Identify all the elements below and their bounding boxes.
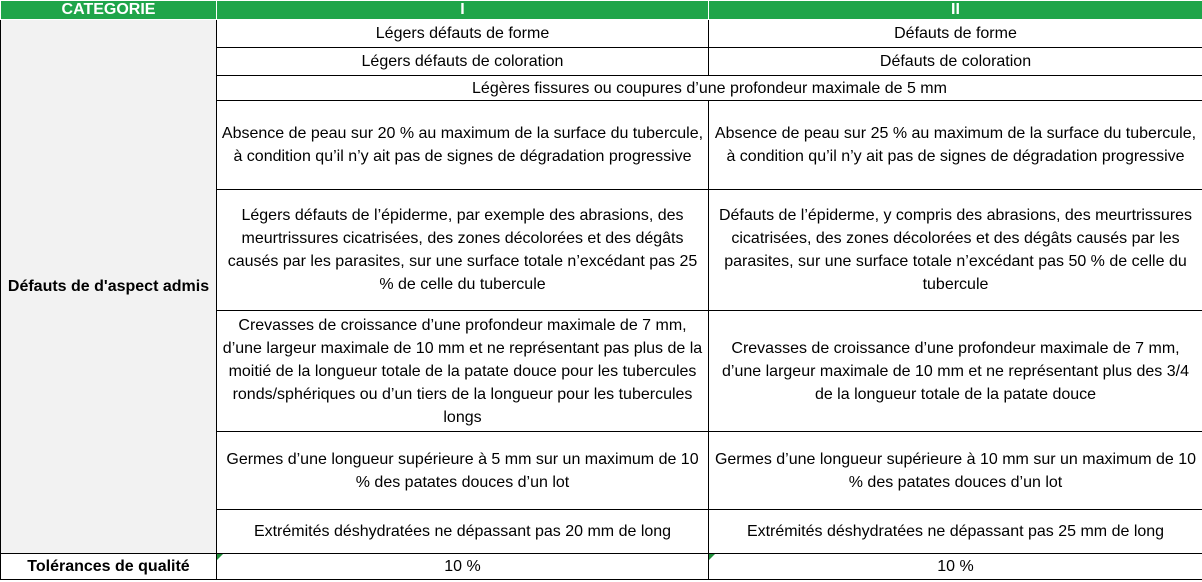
cell-marker-icon <box>709 554 715 560</box>
header-row <box>1 1 1202 20</box>
cell-coloration-i: Légers défauts de coloration <box>217 48 709 76</box>
cell-extremites-ii: Extrémités déshydratées ne dépassant pas 25 mm de long <box>709 510 1202 554</box>
tolerance-i-value: 10 % <box>444 558 481 575</box>
tolerances-row <box>1 554 1202 580</box>
cell-peau-i: Absence de peau sur 20 % au maximum de la surface du tubercule, à condition qu’il n’y ait pas de signes de dégradation progressive <box>217 101 709 190</box>
category-i-header: I <box>217 1 709 20</box>
defects-section-label: Défauts de d'aspect admis <box>1 20 217 554</box>
cell-fissures: Légères fissures ou coupures d’une profondeur maximale de 5 mm <box>217 76 1202 101</box>
cell-tolerance-i <box>217 554 709 580</box>
cell-forme-ii: Défauts de forme <box>709 20 1202 48</box>
cell-extremites-i: Extrémités déshydratées ne dépassant pas 20 mm de long <box>217 510 709 554</box>
cell-germes-i: Germes d’une longueur supérieure à 5 mm sur un maximum de 10 % des patates douces d’un lot <box>217 432 709 510</box>
cell-crevasses-i: Crevasses de croissance d’une profondeur maximale de 7 mm, d’une largeur maximale de 10 mm et ne représentant pas plus de la moitié de la longueur totale de la patate douce pour les tubercules ronds/sphériques ou d’un tiers de la longueur pour les tubercules longs <box>217 311 709 432</box>
cell-tolerance-ii <box>709 554 1202 580</box>
cell-coloration-ii: Défauts de coloration <box>709 48 1202 76</box>
cell-epiderme-ii: Défauts de l’épiderme, y compris des abrasions, des meurtrissures cicatrisées, des zones décolorées et des dégâts causés par les parasites, sur une surface totale n’excédant pas 50 % de celle du tubercule <box>709 190 1202 311</box>
table-row <box>1 20 1202 48</box>
cell-crevasses-ii: Crevasses de croissance d’une profondeur maximale de 7 mm, d’une largeur maximale de 10 mm et ne représentant plus des 3/4 de la longueur totale de la patate douce <box>709 311 1202 432</box>
category-header: CATEGORIE <box>1 1 217 20</box>
category-ii-header: II <box>709 1 1202 20</box>
cell-germes-ii: Germes d’une longueur supérieure à 10 mm sur un maximum de 10 % des patates douces d’un lot <box>709 432 1202 510</box>
cell-peau-ii: Absence de peau sur 25 % au maximum de la surface du tubercule, à condition qu’il n’y ait pas de signes de dégradation progressive <box>709 101 1202 190</box>
cell-forme-i: Légers défauts de forme <box>217 20 709 48</box>
tolerance-ii-value: 10 % <box>937 558 974 575</box>
cell-marker-icon <box>217 554 223 560</box>
tolerances-label: Tolérances de qualité <box>1 554 217 580</box>
cell-epiderme-i: Légers défauts de l’épiderme, par exemple des abrasions, des meurtrissures cicatrisées, des zones décolorées et des dégâts causés par les parasites, sur une surface totale n’excédant pas 25 % de celle du tubercule <box>217 190 709 311</box>
